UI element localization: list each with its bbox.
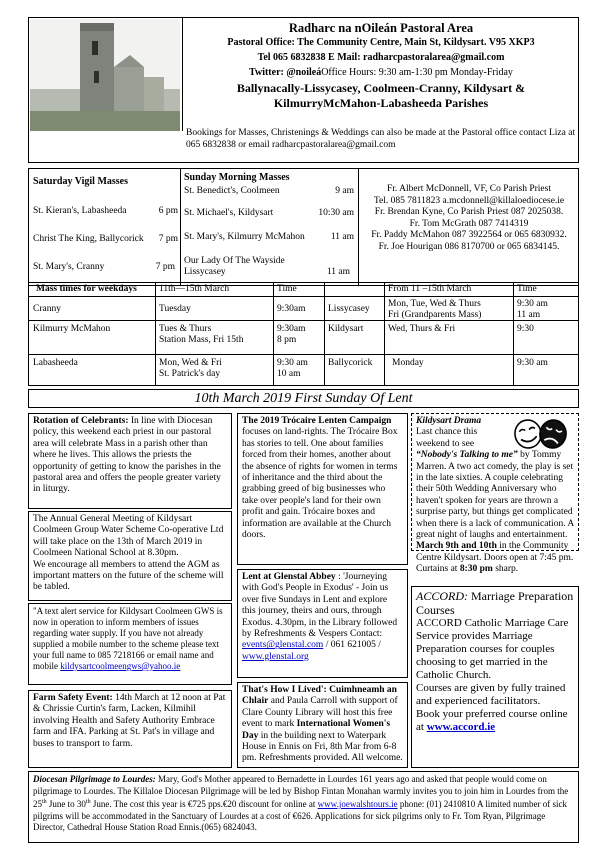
pilgrimage-text-4: phone: (01) 2410810 A limited number of sick pilgrims will be accommodated in the Sanctuary of Lourdes at a cost of €626. Applications for sick pilgrims only to Fr. Tom Ryan, Pilgrimage Director, Cathedral House Station Road Ennis.(065) 6824043. xyxy=(33,799,568,832)
table-cell: 9:30am xyxy=(277,304,306,314)
theatre-masks-icon xyxy=(510,418,572,450)
accord-text: ACCORD Catholic Marriage Care Service provides Marriage Preparation courses for couples choosing to get married in the Catholic Church. xyxy=(416,617,569,681)
sunday-banner xyxy=(28,389,579,408)
banner-title: 10th March 2019 First Sunday Of Lent xyxy=(194,391,413,406)
drama-dates: March 9th and 10th xyxy=(416,541,497,552)
table-cell: Labasheeda xyxy=(33,358,78,368)
table-cell: 9:30am xyxy=(277,324,306,334)
womens-day-heading: That's How I Lived': Cuimhneamh an Chlair xyxy=(242,685,397,707)
priest-line: Fr. Tom McGrath 087 7414319 xyxy=(409,218,529,229)
glenstal-notice xyxy=(237,569,408,678)
pilgrimage-notice xyxy=(28,771,579,843)
farm-text: 14th March at 12 noon at Pat & Chrissie Curtin's farm, Lacken, Kilmihil involving Health and Safety Authority Embrace farm and IFA. Parking at St. Pat's in village and buses to transport to farm. xyxy=(33,693,226,749)
pilgrimage-text-3: June. The cost this year is €725 pps.€20 discount for online at xyxy=(90,799,318,809)
table-cell: Mon, Tue, Wed & Thurs xyxy=(388,299,481,309)
drama-line: Last chance this xyxy=(416,427,478,438)
pastoral-area-title: Radharc na nOileán Pastoral Area xyxy=(288,21,474,35)
glenstal-text: : 'Journeying with God's People in Exodus' - Join us over five Sundays in Lent and explore this journey, theirs and ours, through Exodus. 4.30pm, in the Library followed by Refreshments & Vespers Contact: xyxy=(242,572,398,639)
priest-line: Fr. Albert McDonnell, VF, Co Parish Priest xyxy=(386,184,551,194)
drama-text: by Tommy Marren. A two act comedy, the play is set in the late sixties. A couple celebrating their 50th Wedding Anniversary who haven't spoken for years are thrown a surprise party, but things get complicated when there is a lack of communication. A great night of laughs and entertainment. xyxy=(416,450,574,540)
priest-line: Fr. Paddy McMahon 087 3922564 or 065 6830932. xyxy=(371,230,567,240)
table-header: From 11 –15th March xyxy=(388,284,472,294)
glenstal-email-link[interactable]: events@glenstal.com xyxy=(242,640,324,651)
table-cell: Monday xyxy=(392,358,424,368)
farm-safety-notice xyxy=(28,690,232,768)
table-header: Time xyxy=(517,284,537,294)
drama-curtain-time: 8:30 pm xyxy=(459,564,493,575)
header-divider xyxy=(182,17,183,131)
table-cell: 8 pm xyxy=(277,335,297,346)
vigil-place: St. Kieran's, Labasheeda xyxy=(33,206,127,216)
pilgrimage-text-2: June to 30 xyxy=(46,799,86,809)
table-cell: 11 am xyxy=(517,310,541,321)
womens-day-bold: International Women's Day xyxy=(242,719,391,741)
drama-dates-text: in the Community Centre Kildysart. Doors open at 7:45 pm. Curtains at xyxy=(416,541,574,575)
pilgrimage-sup: th xyxy=(42,799,47,805)
table-cell: Kildysart xyxy=(328,324,364,334)
agm-text-2: We encourage all members to attend the AGM as important matters on the future of the scheme will be tabled. xyxy=(33,559,224,593)
pilgrimage-web-link[interactable]: www.joewalshtours.ie xyxy=(317,799,398,809)
table-cell: Station Mass, Fri 15th xyxy=(159,335,244,346)
alert-email-link[interactable]: kildysartcoolmeengws@yahoo.ie xyxy=(60,661,181,671)
accord-notice xyxy=(411,586,579,768)
vigil-time: 6 pm xyxy=(158,206,178,216)
table-cell: Lissycasey xyxy=(328,304,370,314)
priest-line: Tel. 085 7811823 a.mcdonnell@killaloediocese.ie xyxy=(373,195,565,206)
table-cell: 9:30 am xyxy=(277,358,308,368)
table-cell: 9:30 xyxy=(517,324,534,334)
agm-text: The Annual General Meeting of Kildysart Coolmeen Group Water Scheme Co-operative Ltd will take place on the 13th of March 2019 in Coolmeen National School at 8.30pm. xyxy=(33,514,224,559)
table-cell: Fri (Grandparents Mass) xyxy=(388,310,482,321)
table-cell: 9:30 am xyxy=(517,358,548,368)
table-cell: Tuesday xyxy=(159,304,191,314)
sunday-time: 10:30 am xyxy=(318,208,354,218)
pastoral-office-address: Pastoral Office: The Community Centre, Main St, Kildysart. V95 XKP3 xyxy=(227,37,535,48)
womens-day-text: and Paula Carroll with support of Clare County Library will host this free event to mark xyxy=(242,696,398,730)
parishes-line-1: Ballynacally-Lissycasey, Coolmeen-Cranny, Kildysart & xyxy=(236,81,526,95)
table-header: Time xyxy=(277,284,297,294)
drama-end: sharp. xyxy=(492,564,519,575)
text-alert-notice xyxy=(28,603,232,685)
sunday-place: St. Mary's, Kilmurry McMahon xyxy=(184,232,305,242)
sunday-time: 11 am xyxy=(326,267,350,278)
priest-line: Fr. Joe Hourigan 086 8170700 or 065 6834145. xyxy=(378,241,560,252)
womens-day-notice xyxy=(237,682,408,768)
rotation-text: In line with Diocesan policy, this weekend each priest in our pastoral area will celebrate Mass in a parish other than where he lives. This allows the priests the opportunity of getting to know the parishes in the pastoral area and offers the people greater variety in liturgy. xyxy=(33,416,221,495)
table-cell: Cranny xyxy=(33,304,61,314)
church-tower-image xyxy=(30,19,180,131)
womens-day-text-2: in the building next to Waterpark House in Ennis on Fri, 8th Mar from 6-8 pm. Refreshments provided. All welcome. xyxy=(242,730,403,764)
parishes-line-2: KilmurryMcMahon-Labasheeda Parishes xyxy=(273,96,489,110)
table-cell: St. Patrick's day xyxy=(159,369,221,380)
priest-contacts xyxy=(360,184,578,253)
vigil-heading: Saturday Vigil Masses xyxy=(33,176,129,187)
rotation-notice xyxy=(28,413,232,509)
table-cell: 10 am xyxy=(277,369,301,380)
sunday-time: 11 am xyxy=(330,232,354,242)
table-cell: 9:30 am xyxy=(517,299,548,309)
drama-line: weekend to see xyxy=(416,438,475,449)
glenstal-web-link[interactable]: www.glenstal.org xyxy=(242,651,309,662)
vigil-place: Christ The King, Ballycorick xyxy=(33,234,144,244)
table-cell: Kilmurry McMahon xyxy=(33,324,111,334)
rotation-heading: Rotation of Celebrants: xyxy=(33,416,129,426)
table-cell: Ballycorick xyxy=(328,358,373,368)
accord-text-2: Courses are given by fully trained and experienced facilitators. xyxy=(416,682,566,707)
table-cell: Tues & Thurs xyxy=(159,324,212,334)
drama-notice xyxy=(411,413,579,575)
priest-line: Fr. Brendan Kyne, Co Parish Priest 087 2025038. xyxy=(374,207,564,217)
pilgrimage-text: Mary, God's Mother appeared to Bernadette in Lourdes 161 years ago and asked that people would come on pilgrimage to Lourdes. The Killaloe Diocesan Pilgrimage will be led by Bishop Fintan Monahan warmly invites you to join him in Lourdes from the 25 xyxy=(33,774,569,809)
vigil-time: 7 pm xyxy=(155,262,175,272)
farm-heading: Farm Safety Event: xyxy=(33,693,113,703)
table-cell: Wed, Thurs & Fri xyxy=(388,324,456,334)
table-header: 11th—15th March xyxy=(159,284,230,294)
bookings-note: Bookings for Masses, Christenings & Weddings can also be made at the Pastoral office contact Liza at 065 6832838 or email radharcpastoralarea@gmail.com xyxy=(186,128,576,150)
trocaire-heading: The 2019 Trócaire Lenten Campaign xyxy=(242,416,392,426)
accord-heading: Marriage Preparation Courses xyxy=(416,589,574,617)
pilgrimage-heading: Diocesan Pilgrimage to Lourdes: xyxy=(33,774,156,784)
drama-play-title: “Nobody's Talking to me” xyxy=(416,450,518,461)
agm-notice xyxy=(28,511,232,601)
trocaire-text: focuses on land-rights. The Trócaire Box has stories to tell. One about families forced from their homes, another about the absence of rights for women in terms of inheritance and the third about the grabbing greed of big businesses who take over people's land for their own profit and gain. Trócaire boxes and information are available at the Church doors. xyxy=(242,427,398,540)
sunday-place: St. Benedict's, Coolmeen xyxy=(184,186,280,196)
glenstal-heading: Lent at Glenstal Abbey xyxy=(242,572,336,582)
table-cell: Mon, Wed & Fri xyxy=(159,358,222,368)
sunday-place: St. Michael's, Kildysart xyxy=(184,208,274,218)
alert-text: "A text alert service for Kildysart Coolmeen GWS is now in operation to inform members of issues regarding water supply. If you have not already supplied a mobile number to the scheme please text your full name to 085 7218166 or email name and mobile xyxy=(33,606,223,671)
vigil-masses xyxy=(33,176,178,188)
sunday-time: 9 am xyxy=(335,186,354,196)
sunday-place: Our Lady Of The Wayside xyxy=(184,256,285,266)
twitter-handle: Twitter: @noileá xyxy=(249,67,322,78)
accord-heading-italic: ACCORD: xyxy=(416,589,468,603)
vigil-time: 7 pm xyxy=(158,234,178,244)
sunday-place: Lissycasey xyxy=(184,267,226,278)
drama-heading: Kildysart Drama xyxy=(416,416,482,426)
accord-web-link[interactable]: www.accord.ie xyxy=(426,721,496,733)
accord-text-3: Book your preferred course online at xyxy=(416,708,568,733)
vigil-place: St. Mary's, Cranny xyxy=(33,262,105,272)
glenstal-phone: / 061 621005 / xyxy=(323,640,381,651)
contact-tel-email: Tel 065 6832838 E Mail: radharcpastoralarea@gmail.com xyxy=(257,52,505,63)
sunday-heading: Sunday Morning Masses xyxy=(184,172,290,183)
pilgrimage-sup-2: th xyxy=(85,799,91,805)
trocaire-notice xyxy=(237,413,408,565)
office-hours: Office Hours: 9:30 am-1:30 pm Monday-Friday xyxy=(321,67,513,78)
table-header: Mass times for weekdays xyxy=(36,284,137,294)
